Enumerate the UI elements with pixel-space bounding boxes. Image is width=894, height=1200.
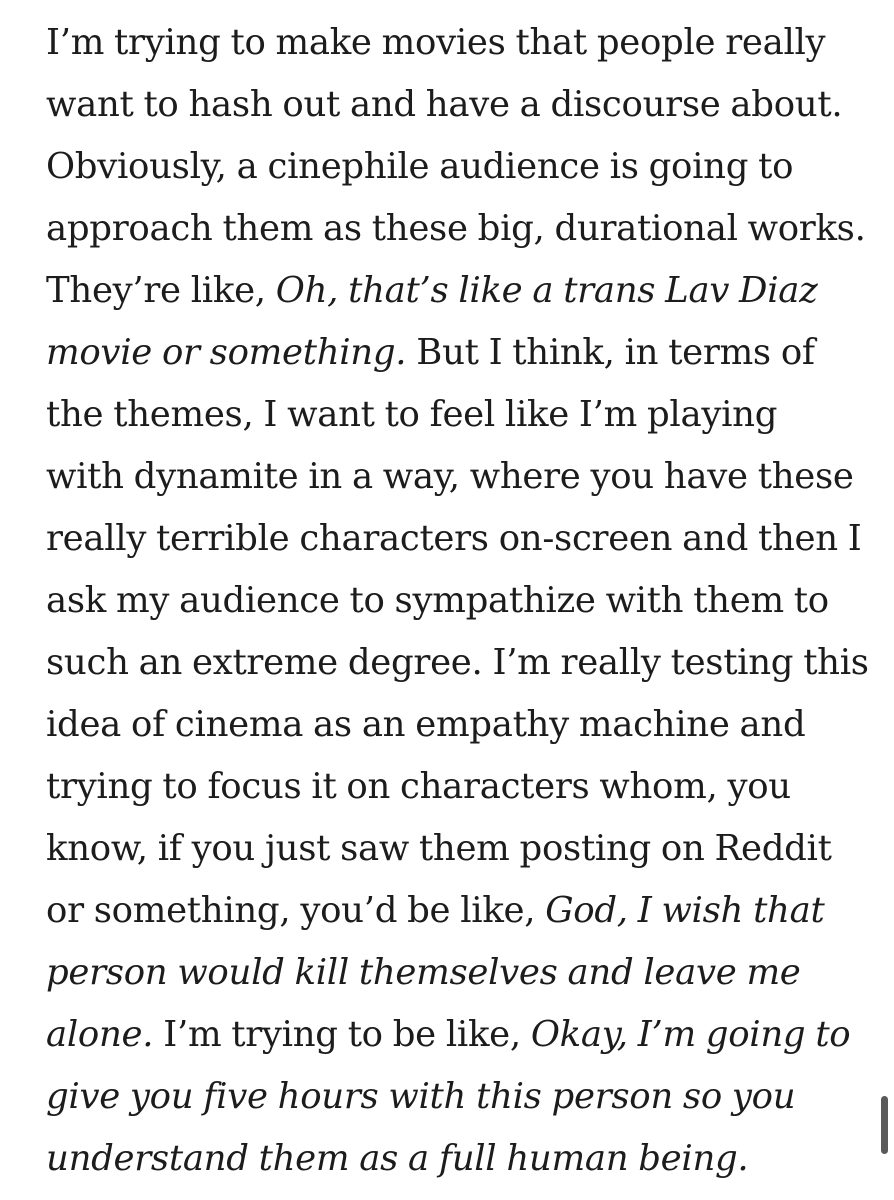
text-line (46, 74, 876, 136)
text-segment: such an extreme degree. I’m really testing this (46, 642, 869, 683)
text-line (46, 446, 876, 508)
text-line (46, 198, 876, 260)
text-segment: approach them as these big, durational works. (46, 208, 866, 249)
italic-text: person would kill themselves and leave me (46, 952, 801, 993)
text-line (46, 880, 876, 942)
italic-text: give you five hours with this person so you (46, 1076, 796, 1117)
italic-text: alone. (46, 1014, 154, 1055)
text-segment: Obviously, a cinephile audience is going to (46, 146, 794, 187)
text-line (46, 1004, 876, 1066)
text-segment: But I think, in terms of (406, 332, 815, 373)
text-segment: the themes, I want to feel like I’m playing (46, 394, 778, 435)
text-segment: idea of cinema as an empathy machine and (46, 704, 806, 745)
text-line (46, 694, 876, 756)
text-line (46, 632, 876, 694)
text-segment: want to hash out and have a discourse about. (46, 84, 843, 125)
text-segment: really terrible characters on-screen and then I (46, 518, 862, 559)
scrollbar-thumb[interactable] (881, 1096, 888, 1154)
italic-text: Okay, I’m going to (530, 1014, 851, 1055)
text-line (46, 1128, 876, 1190)
text-line (46, 1066, 876, 1128)
italic-text: movie or something. (46, 332, 407, 373)
text-line (46, 322, 876, 384)
text-segment: ask my audience to sympathize with them to (46, 580, 829, 621)
text-segment: They’re like, (46, 270, 276, 311)
italic-text: God, I wish that (545, 890, 825, 931)
text-segment: know, if you just saw them posting on Reddit (46, 828, 832, 869)
article-body (46, 12, 876, 1190)
text-line (46, 136, 876, 198)
text-line (46, 384, 876, 446)
text-line (46, 818, 876, 880)
text-line (46, 508, 876, 570)
text-segment: trying to focus it on characters whom, you (46, 766, 791, 807)
text-segment: I’m trying to be like, (153, 1014, 531, 1055)
italic-text: understand them as a full human being. (46, 1138, 749, 1179)
italic-text: Oh, that’s like a trans Lav Diaz (275, 270, 818, 311)
text-segment: or something, you’d be like, (46, 890, 546, 931)
text-line (46, 260, 876, 322)
text-line (46, 756, 876, 818)
text-segment: I’m trying to make movies that people really (46, 22, 826, 63)
text-line (46, 942, 876, 1004)
text-line (46, 570, 876, 632)
text-segment: with dynamite in a way, where you have these (46, 456, 854, 497)
text-line (46, 12, 876, 74)
